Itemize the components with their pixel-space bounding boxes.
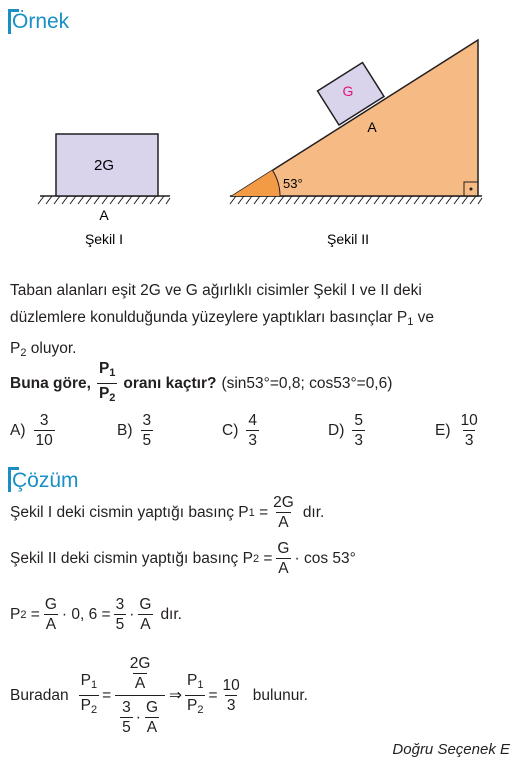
option-b[interactable]: B) $\frac{3}{5}$ bbox=[117, 412, 152, 449]
example-header: Örnek bbox=[12, 10, 70, 33]
question-ask: Buna göre, $\frac{P_1}{P_2}$ oranı kaçtır? (sin53°=0,8; cos53°=0,6) bbox=[10, 360, 392, 407]
caption-sekil-2: Şekil II bbox=[326, 231, 370, 247]
ground-hatch-1 bbox=[38, 196, 170, 204]
ratio-p1-p2: $\frac{P_1}{P_2}$ bbox=[97, 360, 117, 407]
point-a-2: A bbox=[367, 119, 377, 135]
solution-line-4: Buradan $\frac{P_1}{P_2}$ = $\frac{2G}{A}$ $\frac{3}{5}$ · $\frac{G}{A}$ ⇒ $\frac{P_1}{P_2}$ = $\frac{10}{3}$ bulunur. bbox=[10, 655, 308, 736]
option-d[interactable]: D) $\frac{5}{3}$ bbox=[328, 412, 363, 449]
question-line-1: Taban alanları eşit 2G ve G ağırlıklı cisimler Şekil I ve II deki bbox=[10, 282, 422, 299]
solution-line-2: Şekil II deki cismin yaptığı basınç P 2 = $\frac{G}{A}$ · cos 53° bbox=[10, 540, 356, 577]
box-g-label: G bbox=[342, 83, 354, 99]
physics-figure bbox=[0, 30, 522, 255]
option-a[interactable]: A) $\frac{3}{10}$ bbox=[10, 412, 53, 449]
option-e[interactable]: E) $\frac{10}{3}$ bbox=[435, 412, 478, 449]
answer-text: Doğru Seçenek E bbox=[392, 741, 510, 758]
angle-sector bbox=[232, 170, 280, 196]
solution-line-1: Şekil I deki cismin yaptığı basınç P 1 = $\frac{2G}{A}$ dır. bbox=[10, 494, 325, 531]
ground-hatch-2 bbox=[230, 196, 482, 204]
angle-label: 53° bbox=[283, 176, 303, 191]
compound-fraction: $\frac{2G}{A}$ $\frac{3}{5}$ · $\frac{G}{A}$ bbox=[115, 655, 165, 736]
point-a-1: A bbox=[99, 207, 109, 223]
solution-line-3: P 2 = $\frac{G}{A}$ · 0, 6 = $\frac{3}{5}$ · $\frac{G}{A}$ dır. bbox=[10, 596, 182, 633]
option-c[interactable]: C) $\frac{4}{3}$ bbox=[222, 412, 257, 449]
caption-sekil-1: Şekil I bbox=[84, 231, 124, 247]
box-2g-label: 2G bbox=[93, 157, 115, 174]
solution-header: Çözüm bbox=[12, 469, 79, 492]
question-paragraph: Taban alanları eşit 2G ve G ağırlıklı cisimler Şekil I ve II deki düzlemlere konulduğunda yüzeylere yaptıkları basınçlar $P_1$ ve $P_2$ oluyor. bbox=[10, 282, 435, 359]
